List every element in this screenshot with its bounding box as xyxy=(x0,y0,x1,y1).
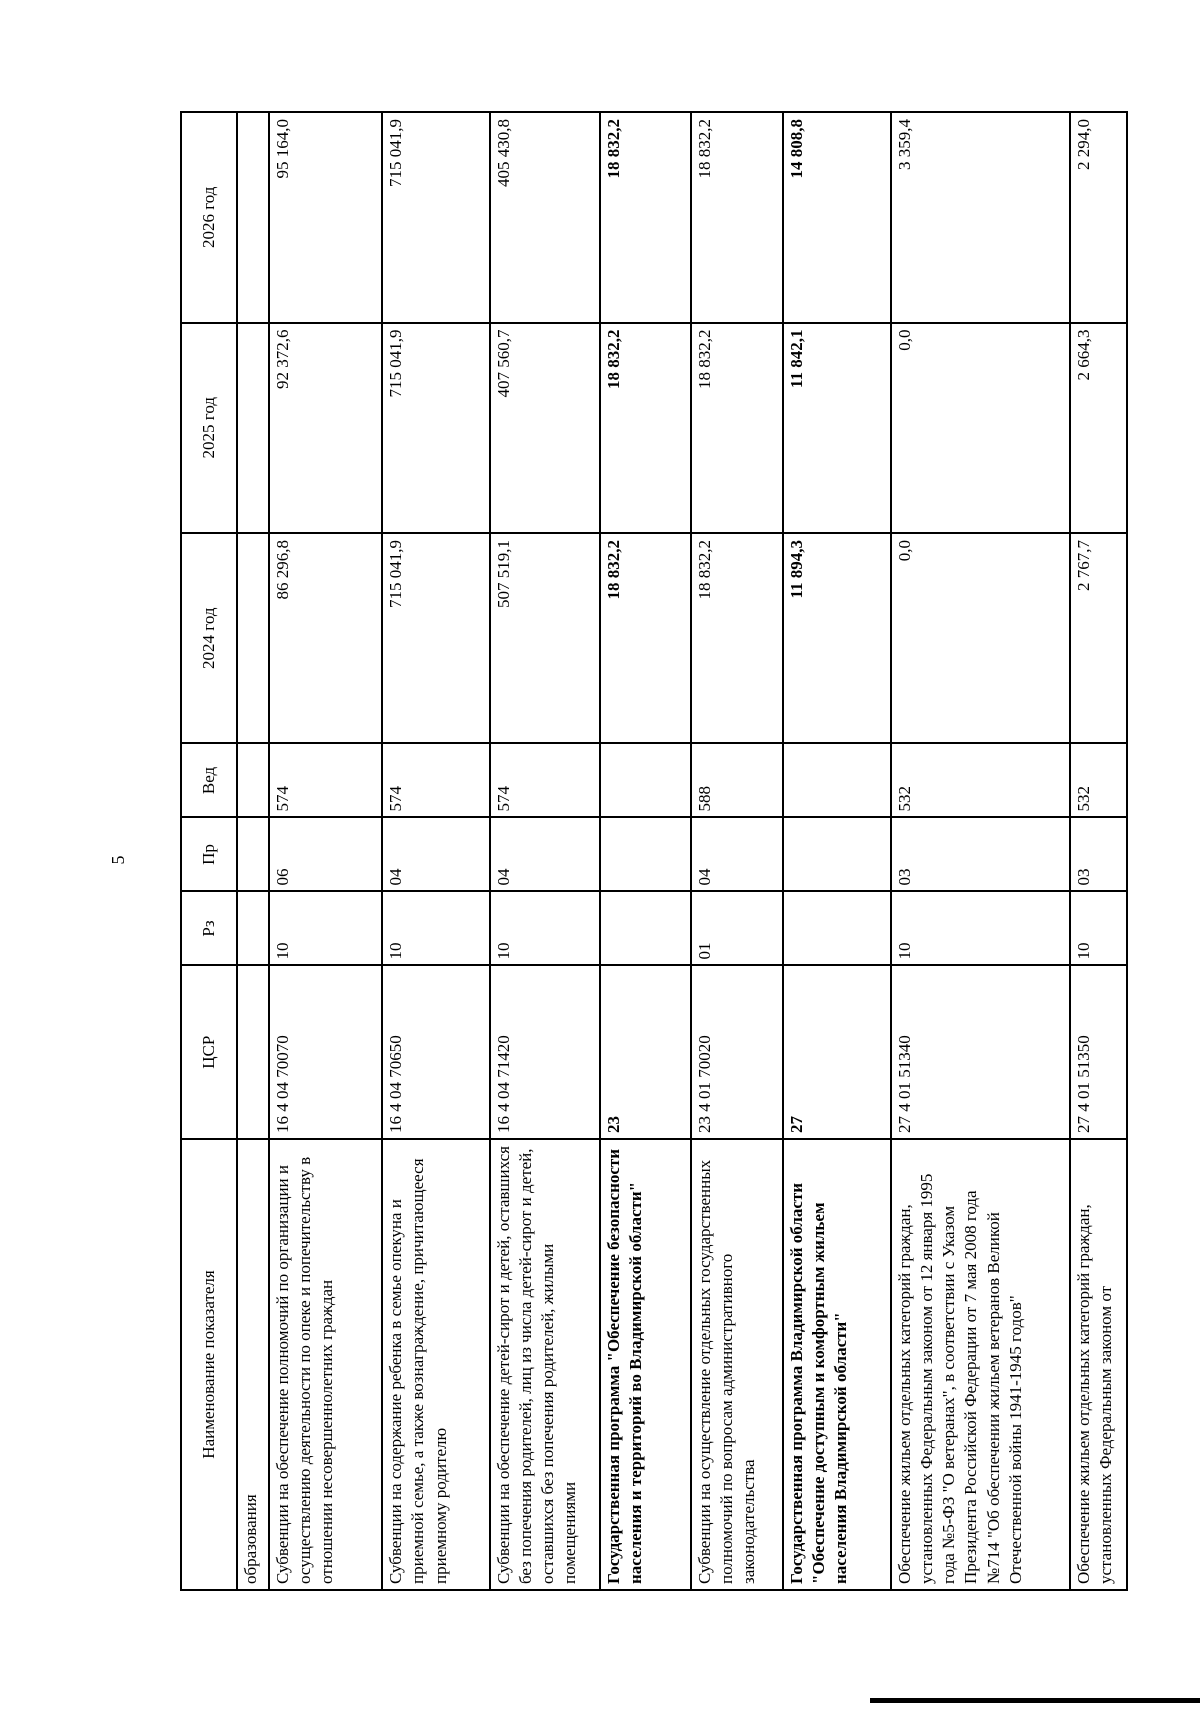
table-row xyxy=(490,112,600,1590)
cell-pr: 04 xyxy=(490,817,600,891)
cell-rz: 10 xyxy=(269,891,382,965)
cell-csr: 27 xyxy=(783,966,892,1139)
cell-pr xyxy=(237,817,269,891)
cell-csr: 16 4 04 71420 xyxy=(490,966,600,1139)
cell-2026: 3 359,4 xyxy=(891,112,1069,323)
header-2025: 2025 год xyxy=(181,323,237,533)
cell-2025: 0,0 xyxy=(891,323,1069,533)
cell-2025: 407 560,7 xyxy=(490,323,600,533)
cell-pr: 04 xyxy=(691,817,782,891)
cell-rz: 01 xyxy=(691,891,782,965)
cell-2024: 86 296,8 xyxy=(269,533,382,743)
cell-2024: 715 041,9 xyxy=(382,533,489,743)
table-row xyxy=(269,112,382,1590)
cell-ved: 574 xyxy=(382,743,489,817)
cell-2025: 715 041,9 xyxy=(382,323,489,533)
cell-2026: 14 808,8 xyxy=(783,112,892,323)
cell-rz: 10 xyxy=(382,891,489,965)
header-ved: Вед xyxy=(181,743,237,817)
cell-csr: 23 xyxy=(600,966,691,1139)
cell-2025: 18 832,2 xyxy=(691,323,782,533)
cell-2026: 18 832,2 xyxy=(600,112,691,323)
cell-pr: 03 xyxy=(1070,817,1127,891)
header-pr: Пр xyxy=(181,817,237,891)
cell-rz xyxy=(237,891,269,965)
page-number: 5 xyxy=(108,855,128,865)
header-2026: 2026 год xyxy=(181,112,237,323)
cell-pr xyxy=(600,817,691,891)
cell-pr: 04 xyxy=(382,817,489,891)
cell-ved: 588 xyxy=(691,743,782,817)
cell-2025: 92 372,6 xyxy=(269,323,382,533)
cell-2026: 18 832,2 xyxy=(691,112,782,323)
cell-rz: 10 xyxy=(1070,891,1127,965)
cell-csr: 23 4 01 70020 xyxy=(691,966,782,1139)
cell-ved: 532 xyxy=(1070,743,1127,817)
cell-csr: 16 4 04 70070 xyxy=(269,966,382,1139)
table-row xyxy=(891,112,1069,1590)
cell-2025: 18 832,2 xyxy=(600,323,691,533)
cell-csr xyxy=(237,966,269,1139)
cell-ved: 574 xyxy=(490,743,600,817)
budget-table xyxy=(180,111,1128,1591)
table-row xyxy=(600,112,691,1590)
cell-2026 xyxy=(237,112,269,323)
cell-name: Обеспечение жильем отдельных категорий граждан, установленных Федеральным законом от xyxy=(1070,1139,1127,1590)
cell-csr: 27 4 01 51340 xyxy=(891,966,1069,1139)
header-row xyxy=(181,112,237,1590)
cell-ved xyxy=(783,743,892,817)
table-row xyxy=(783,112,892,1590)
header-name: Наименование показателя xyxy=(181,1139,237,1590)
cell-name: Обеспечение жильем отдельных категорий граждан, установленных Федеральным законом от 12 января 1995 года №5-ФЗ "О ветеранах", в соответствии с Указом Президента Российской Федерации от 7 мая 2008 года №714 "Об обеспечении жильем ветеранов Великой Отечественной войны 1941-1945 годов" xyxy=(891,1139,1069,1590)
cell-2025: 2 664,3 xyxy=(1070,323,1127,533)
cell-name: Государственная программа Владимирской области "Обеспечение доступным и комфортным жильем населения Владимирской области" xyxy=(783,1139,892,1590)
table-row xyxy=(382,112,489,1590)
cell-name: Субвенции на содержание ребенка в семье опекуна и приемной семье, а также вознаграждение, причитающееся приемному родителю xyxy=(382,1139,489,1590)
header-rz: Рз xyxy=(181,891,237,965)
scan-edge-line xyxy=(870,1698,1200,1703)
cell-rz: 10 xyxy=(490,891,600,965)
header-2024: 2024 год xyxy=(181,533,237,743)
cell-2024: 11 894,3 xyxy=(783,533,892,743)
cell-ved: 532 xyxy=(891,743,1069,817)
cell-2026: 2 294,0 xyxy=(1070,112,1127,323)
cell-2025 xyxy=(237,323,269,533)
rotated-table-wrapper xyxy=(180,111,1128,1591)
cell-rz xyxy=(783,891,892,965)
cell-2024: 2 767,7 xyxy=(1070,533,1127,743)
cell-2026: 95 164,0 xyxy=(269,112,382,323)
cell-ved xyxy=(237,743,269,817)
cell-2024 xyxy=(237,533,269,743)
cell-2024: 18 832,2 xyxy=(691,533,782,743)
cell-rz xyxy=(600,891,691,965)
cell-pr: 06 xyxy=(269,817,382,891)
cell-name: Субвенции на осуществление отдельных государственных полномочий по вопросам административного законодательства xyxy=(691,1139,782,1590)
cell-ved: 574 xyxy=(269,743,382,817)
cell-2024: 18 832,2 xyxy=(600,533,691,743)
table-row xyxy=(237,112,269,1590)
table-row xyxy=(691,112,782,1590)
cell-2026: 715 041,9 xyxy=(382,112,489,323)
cell-pr: 03 xyxy=(891,817,1069,891)
cell-2026: 405 430,8 xyxy=(490,112,600,323)
cell-csr: 16 4 04 70650 xyxy=(382,966,489,1139)
cell-2024: 0,0 xyxy=(891,533,1069,743)
cell-csr: 27 4 01 51350 xyxy=(1070,966,1127,1139)
cell-name: Субвенции на обеспечение полномочий по организации и осуществлению деятельности по опеке и попечительству в отношении несовершеннолетних граждан xyxy=(269,1139,382,1590)
cell-name: Субвенции на обеспечение детей-сирот и детей, оставшихся без попечения родителей, лиц из числа детей-сирот и детей, оставшихся без попечения родителей, жилыми помещениями xyxy=(490,1139,600,1590)
header-csr: ЦСР xyxy=(181,966,237,1139)
cell-pr xyxy=(783,817,892,891)
cell-2025: 11 842,1 xyxy=(783,323,892,533)
cell-name: образования xyxy=(237,1139,269,1590)
table-row xyxy=(1070,112,1127,1590)
cell-ved xyxy=(600,743,691,817)
cell-name: Государственная программа "Обеспечение безопасности населения и территорий во Владимирской области" xyxy=(600,1139,691,1590)
cell-2024: 507 519,1 xyxy=(490,533,600,743)
cell-rz: 10 xyxy=(891,891,1069,965)
